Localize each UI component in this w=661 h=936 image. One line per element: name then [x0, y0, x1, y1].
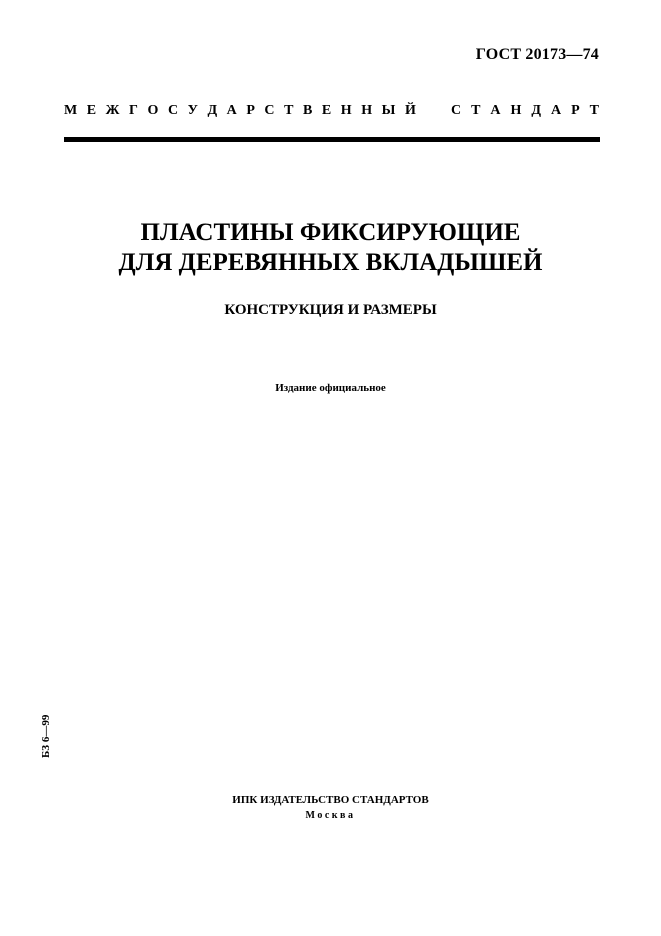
standard-type-word-interstate [64, 103, 416, 119]
document-title-line-1: ПЛАСТИНЫ ФИКСИРУЮЩИЕ [140, 219, 521, 246]
heading-letter: Ы [381, 103, 396, 118]
heading-letter: У [187, 103, 198, 118]
document-subtitle: КОНСТРУКЦИЯ И РАЗМЕРЫ [224, 302, 437, 318]
heading-letter: Т [471, 103, 481, 118]
document-title-line-2: ДЛЯ ДЕРЕВЯННЫХ ВКЛАДЫШЕЙ [118, 249, 543, 276]
standard-type-heading [64, 103, 599, 119]
heading-letter: Г [129, 103, 138, 118]
heading-letter: А [226, 103, 237, 118]
publisher-name: ИПК ИЗДАТЕЛЬСТВО СТАНДАРТОВ [232, 794, 429, 806]
heading-letter: Е [321, 103, 332, 118]
heading-letter: Р [246, 103, 255, 118]
heading-letter: О [147, 103, 159, 118]
heading-letter: Н [510, 103, 522, 118]
heading-letter: А [490, 103, 501, 118]
heading-letter: Т [284, 103, 294, 118]
heading-letter: Н [361, 103, 373, 118]
heading-letter: С [264, 103, 275, 118]
heading-letter: М [64, 103, 78, 118]
heading-letter: Д [531, 103, 541, 118]
edition-note: Издание официальное [275, 382, 386, 394]
document-number: ГОСТ 20173—74 [475, 46, 599, 63]
heading-letter: Р [571, 103, 580, 118]
document-title [0, 218, 661, 278]
side-code: БЗ 6—99 [40, 714, 52, 758]
publisher-city: Москва [305, 810, 356, 821]
heading-letter: Т [589, 103, 599, 118]
heading-letter: С [451, 103, 462, 118]
heading-letter: В [302, 103, 313, 118]
heading-letter: Д [207, 103, 218, 118]
heading-letter: Й [404, 103, 416, 118]
heading-letter: Ж [105, 103, 120, 118]
heading-letter: Н [340, 103, 352, 118]
standard-type-word-standard [451, 103, 599, 119]
heading-letter: Е [86, 103, 97, 118]
heading-letter: С [167, 103, 179, 118]
heading-letter: А [550, 103, 562, 118]
heading-divider [64, 137, 600, 142]
